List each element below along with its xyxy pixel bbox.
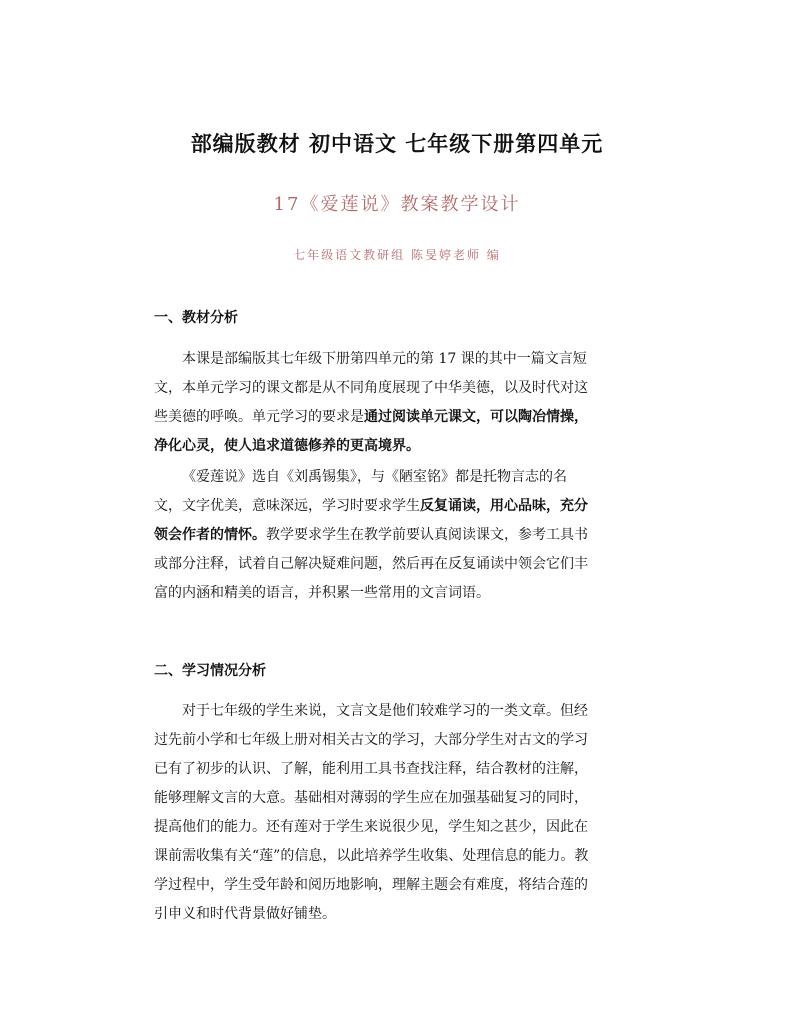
text-line — [154, 521, 640, 550]
text-line: 过先前小学和七年级上册对相关古文的学习，大部分学生对古文的学习 — [154, 732, 588, 748]
text-line: 能够理解文言的大意。基础相对薄弱的学生应在加强基础复习的同时， — [154, 790, 588, 806]
paragraph-unit-overview — [154, 345, 640, 461]
text-line — [154, 403, 640, 432]
text-line: 引申义和时代背景做好铺垫。 — [154, 906, 336, 922]
text-line: 本课是部编版其七年级下册第四单元的第 17 课的其中一篇文言短 — [182, 351, 587, 367]
bold-text-run: 反复诵读，用心品味，充分 — [420, 498, 588, 514]
text-line: 已有了初步的认识、了解，能利用工具书查找注释，结合教材的注解， — [154, 761, 588, 777]
bold-text-run: 领会作者的情怀。 — [154, 527, 266, 543]
text-run: 文，文字优美，意味深远，学习时要求学生 — [154, 498, 420, 514]
text-line: 对于七年级的学生来说，文言文是他们较难学习的一类文章。但经 — [182, 703, 588, 719]
text-line: 文，本单元学习的课文都是从不同角度展现了中华美德，以及时代对这 — [154, 380, 588, 396]
section-heading-textbook-analysis: 一、教材分析 — [154, 310, 238, 326]
text-line — [154, 492, 640, 521]
text-line: 《爱莲说》选自《刘禹锡集》，与《陋室铭》都是托物言志的名 — [182, 469, 567, 485]
text-run: 教学要求学生在教学前要认真阅读课文，参考工具书 — [266, 527, 588, 543]
text-line: 或部分注释，试着自己解决疑难问题，然后再在反复诵读中领会它们丰 — [154, 556, 588, 572]
text-line: 课前需收集有关“莲”的信息，以此培养学生收集、处理信息的能力。教 — [154, 848, 589, 864]
text-run: 些美德的呼唤。单元学习的要求是 — [154, 409, 364, 425]
bold-text-run: 净化心灵，使人追求道德修养的更高境界。 — [154, 438, 420, 454]
bold-text-run: 通过阅读单元课文，可以陶冶情操， — [364, 409, 588, 425]
lesson-subtitle: 17《爱莲说》教案教学设计 — [273, 194, 521, 215]
section-heading-learning-analysis: 二、学习情况分析 — [154, 663, 266, 679]
author-line: 七年级语文教研组 陈旻婷老师 编 — [293, 248, 501, 262]
paragraph-student-analysis — [154, 697, 640, 929]
text-line: 学过程中，学生受年龄和阅历地影响，理解主题会有难度，将结合莲的 — [154, 877, 588, 893]
document-title: 部编版教材 初中语文 七年级下册第四单元 — [190, 131, 604, 156]
text-line — [154, 432, 640, 461]
text-line: 提高他们的能力。还有莲对于学生来说很少见，学生知之甚少，因此在 — [154, 819, 588, 835]
text-line: 富的内涵和精美的语言，并积累一些常用的文言词语。 — [154, 585, 490, 601]
paragraph-text-introduction — [154, 463, 640, 608]
